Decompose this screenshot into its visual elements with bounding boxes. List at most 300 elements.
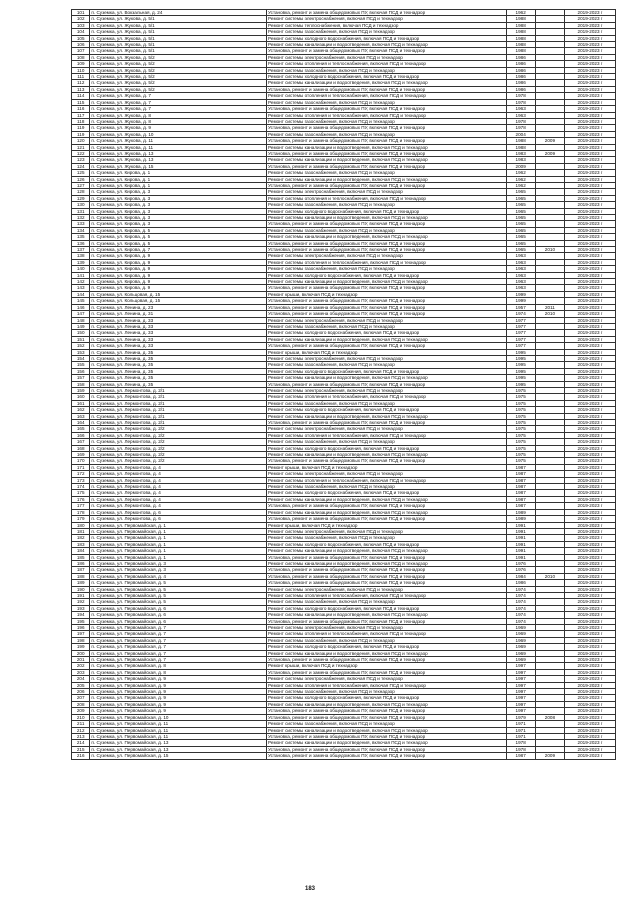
cell-per: 2019-2023 г (565, 189, 616, 195)
cell-n: 131 (72, 208, 90, 214)
cell-n: 150 (72, 330, 90, 336)
cell-addr: п. Суземка, ул. Кирова, д. 1 (90, 170, 267, 176)
cell-y1: 1995 (506, 381, 535, 387)
cell-n: 142 (72, 279, 90, 285)
cell-addr: п. Суземка, ул. Жукова, д. 5/2 (90, 61, 267, 67)
cell-y1: 1991 (506, 548, 535, 554)
cell-per: 2019-2023 г (565, 631, 616, 637)
cell-y1: 1995 (506, 349, 535, 355)
cell-y1: 1997 (506, 708, 535, 714)
cell-work: Ремонт системы электроснабжения, включая ПСД и технадзор (267, 54, 506, 60)
cell-n: 130 (72, 202, 90, 208)
cell-per: 2019-2023 г (565, 535, 616, 541)
cell-y1: 1986 (506, 86, 535, 92)
cell-work: Ремонт системы холодного водоснабжения, включая ПСД и технадзор (267, 541, 506, 547)
cell-work: Установка, ремонт и замена общедомовых ПУ, включая ПСД и технадзор (267, 381, 506, 387)
cell-y1: 1997 (506, 701, 535, 707)
cell-addr: п. Суземка, ул. Кирова, д. 3 (90, 189, 267, 195)
cell-addr: п. Суземка, ул. Первомайская, д. 5 (90, 580, 267, 586)
cell-addr: п. Суземка, ул. Лермонтова, д. 4 (90, 477, 267, 483)
cell-work: Установка, ремонт и замена общедомовых ПУ, включая ПСД и технадзор (267, 48, 506, 54)
cell-work: Установка, ремонт и замена общедомовых ПУ, включая ПСД и технадзор (267, 150, 506, 156)
cell-work: Ремонт системы отопления и теплоснабжения, включая ПСД и технадзор (267, 195, 506, 201)
cell-per: 2019-2023 г (565, 202, 616, 208)
cell-work: Ремонт системы газоснабжения, включая ПСД и технадзор (267, 599, 506, 605)
cell-work: Ремонт системы газоснабжения, включая ПСД и технадзор (267, 67, 506, 73)
cell-n: 202 (72, 663, 90, 669)
cell-n: 137 (72, 247, 90, 253)
cell-n: 149 (72, 323, 90, 329)
cell-y1: 1987 (506, 753, 535, 759)
cell-per: 2019-2023 г (565, 247, 616, 253)
cell-addr: п. Суземка, ул. Первомайская, д. 4 (90, 573, 267, 579)
cell-addr: п. Суземка, ул. Первомайская, д. 1 (90, 522, 267, 528)
cell-per: 2019-2023 г (565, 381, 616, 387)
cell-y1: 1995 (506, 355, 535, 361)
cell-y1: 1974 (506, 605, 535, 611)
cell-addr: п. Суземка, ул. Первомайская, д. 1 (90, 528, 267, 534)
cell-n: 156 (72, 368, 90, 374)
document-sheet (71, 9, 616, 760)
cell-addr: п. Суземка, ул. Жукова, д. 11 (90, 138, 267, 144)
cell-addr: п. Суземка, ул. Лермонтова, д. 4 (90, 484, 267, 490)
cell-addr: п. Суземка, ул. Первомайская, д. 11 (90, 727, 267, 733)
cell-work: Ремонт крыши, включая ПСД и технадзор (267, 464, 506, 470)
cell-work: Ремонт системы холодного водоснабжения, включая ПСД и технадзор (267, 368, 506, 374)
cell-addr: п. Суземка, ул. Первомайская, д. 6 (90, 612, 267, 618)
cell-n: 213 (72, 733, 90, 739)
cell-addr: п. Суземка, ул. Ленина, д. 35 (90, 355, 267, 361)
cell-work: Ремонт системы электроснабжения, включая ПСД и технадзор (267, 253, 506, 259)
cell-work: Ремонт системы канализации и водоотведения, включая ПСД и технадзор (267, 413, 506, 419)
cell-y1: 1963 (506, 259, 535, 265)
table-row (72, 753, 616, 759)
cell-per: 2019-2023 г (565, 343, 616, 349)
cell-work: Ремонт системы газоснабжения, включая ПСД и технадзор (267, 131, 506, 137)
cell-addr: п. Суземка, ул. Кирова, д. 9 (90, 259, 267, 265)
cell-per: 2019-2023 г (565, 285, 616, 291)
cell-n: 151 (72, 336, 90, 342)
cell-y1: 1978 (506, 746, 535, 752)
cell-y1: 1963 (506, 272, 535, 278)
cell-work: Ремонт системы канализации и водоотведения, включая ПСД и технадзор (267, 740, 506, 746)
cell-per: 2019-2023 г (565, 439, 616, 445)
cell-addr: п. Суземка, ул. Лермонтова, д. 2/2 (90, 426, 267, 432)
cell-addr: п. Суземка, ул. Жукова, д. 5/1 (90, 16, 267, 22)
cell-addr: п. Суземка, ул. Ленина, д. 31 (90, 311, 267, 317)
cell-y1: 1962 (506, 176, 535, 182)
cell-n: 185 (72, 554, 90, 560)
cell-n: 117 (72, 112, 90, 118)
cell-n: 208 (72, 701, 90, 707)
cell-y1: 1997 (506, 663, 535, 669)
cell-n: 159 (72, 387, 90, 393)
cell-addr: п. Суземка, ул. Жукова, д. 5/2 (90, 80, 267, 86)
cell-y1: 1988 (506, 35, 535, 41)
cell-addr: п. Суземка, ул. Лермонтова, д. 2/1 (90, 400, 267, 406)
cell-per: 2019-2023 г (565, 509, 616, 515)
cell-n: 161 (72, 400, 90, 406)
cell-y1: 1991 (506, 554, 535, 560)
cell-work: Ремонт системы холодного водоснабжения, включая ПСД и технадзор (267, 35, 506, 41)
cell-addr: п. Суземка, ул. Жукова, д. 5/1 (90, 48, 267, 54)
cell-work: Ремонт системы холодного водоснабжения, включая ПСД и технадзор (267, 445, 506, 451)
cell-per: 2019-2023 г (565, 586, 616, 592)
page-number: 183 (305, 886, 316, 892)
cell-y1: 1969 (506, 650, 535, 656)
cell-per: 2019-2023 г (565, 426, 616, 432)
cell-per: 2019-2023 г (565, 490, 616, 496)
cell-per: 2019-2023 г (565, 272, 616, 278)
cell-y1: 1963 (506, 112, 535, 118)
cell-y1: 1962 (506, 170, 535, 176)
cell-per: 2019-2023 г (565, 118, 616, 124)
cell-n: 107 (72, 48, 90, 54)
cell-n: 113 (72, 86, 90, 92)
cell-y2: 2010 (535, 573, 564, 579)
cell-work: Установка, ремонт и замена общедомовых ПУ, включая ПСД и технадзор (267, 10, 506, 16)
cell-per: 2019-2023 г (565, 484, 616, 490)
cell-per: 2019-2023 г (565, 323, 616, 329)
cell-work: Ремонт системы канализации и водоотведения, включая ПСД и технадзор (267, 452, 506, 458)
cell-work: Ремонт системы газоснабжения, включая ПСД и технадзор (267, 689, 506, 695)
cell-per: 2019-2023 г (565, 215, 616, 221)
cell-addr: п. Суземка, ул. Первомайская, д. 10 (90, 714, 267, 720)
cell-work: Ремонт системы электроснабжения, включая ПСД и технадзор (267, 317, 506, 323)
cell-y1: 1974 (506, 618, 535, 624)
cell-per: 2019-2023 г (565, 35, 616, 41)
cell-addr: п. Суземка, ул. Жукова, д. 11 (90, 144, 267, 150)
cell-per: 2019-2023 г (565, 182, 616, 188)
cell-n: 153 (72, 349, 90, 355)
cell-addr: п. Суземка, ул. Кирова, д. 1 (90, 182, 267, 188)
cell-per: 2019-2023 г (565, 138, 616, 144)
cell-n: 116 (72, 106, 90, 112)
cell-y1: 1988 (506, 42, 535, 48)
cell-per: 2019-2023 г (565, 93, 616, 99)
cell-addr: п. Суземка, ул. Лермонтова, д. 2/2 (90, 439, 267, 445)
cell-n: 146 (72, 304, 90, 310)
cell-work: Установка, ремонт и замена общедомовых ПУ, включая ПСД и технадзор (267, 106, 506, 112)
cell-y1: 1975 (506, 394, 535, 400)
cell-work: Ремонт системы отопления и теплоснабжения, включая ПСД и технадзор (267, 631, 506, 637)
cell-per: 2019-2023 г (565, 400, 616, 406)
cell-n: 158 (72, 381, 90, 387)
cell-y1: 1984 (506, 573, 535, 579)
cell-addr: п. Суземка, ул. Кирова, д. 5 (90, 227, 267, 233)
cell-work: Ремонт крыши, включая ПСД и технадзор (267, 522, 506, 528)
cell-per: 2019-2023 г (565, 42, 616, 48)
cell-work: Ремонт системы газоснабжения, включая ПСД и технадзор (267, 637, 506, 643)
cell-n: 122 (72, 150, 90, 156)
cell-addr: п. Суземка, ул. Первомайская, д. 6 (90, 605, 267, 611)
cell-y1: 1978 (506, 93, 535, 99)
cell-work: Ремонт системы газоснабжения, включая ПСД и технадзор (267, 170, 506, 176)
cell-addr: п. Суземка, ул. Ленина, д. 33 (90, 323, 267, 329)
cell-y1: 1975 (506, 413, 535, 419)
cell-y1: 1983 (506, 150, 535, 156)
cell-addr: п. Суземка, ул. Ленина, д. 35 (90, 349, 267, 355)
cell-y1: 1986 (506, 61, 535, 67)
cell-addr: п. Суземка, ул. Первомайская, д. 3 (90, 560, 267, 566)
cell-addr: п. Суземка, ул. Лермонтова, д. 2/1 (90, 407, 267, 413)
cell-work: Ремонт системы канализации и водоотведения, включая ПСД и технадзор (267, 234, 506, 240)
cell-per: 2019-2023 г (565, 714, 616, 720)
cell-work: Ремонт системы отопления и теплоснабжения, включая ПСД и технадзор (267, 112, 506, 118)
cell-y1: 2004 (506, 131, 535, 137)
cell-y1: 1965 (506, 247, 535, 253)
cell-per: 2019-2023 г (565, 48, 616, 54)
cell-per: 2019-2023 г (565, 266, 616, 272)
cell-per: 2019-2023 г (565, 298, 616, 304)
cell-work: Ремонт системы газоснабжения, включая ПСД и технадзор (267, 266, 506, 272)
cell-addr: п. Суземка, ул. Кирова, д. 1 (90, 176, 267, 182)
cell-y1: 1977 (506, 343, 535, 349)
cell-work: Ремонт системы газоснабжения, включая ПСД и технадзор (267, 400, 506, 406)
cell-work: Ремонт системы электроснабжения, включая ПСД и технадзор (267, 426, 506, 432)
cell-work: Установка, ремонт и замена общедомовых ПУ, включая ПСД и технадзор (267, 163, 506, 169)
cell-per: 2019-2023 г (565, 592, 616, 598)
cell-n: 124 (72, 163, 90, 169)
cell-addr: п. Суземка, ул. Жукова, д. 9 (90, 125, 267, 131)
cell-per: 2019-2023 г (565, 106, 616, 112)
cell-y1: 1975 (506, 452, 535, 458)
cell-addr: п. Суземка, ул. Первомайская, д. 9 (90, 682, 267, 688)
cell-addr: п. Суземка, ул. Кирова, д. 9 (90, 279, 267, 285)
cell-per: 2019-2023 г (565, 407, 616, 413)
cell-addr: п. Суземка, ул. Кирова, д. 3 (90, 208, 267, 214)
cell-y1: 1977 (506, 330, 535, 336)
cell-y1: 1975 (506, 432, 535, 438)
cell-y1: 1988 (506, 48, 535, 54)
cell-addr: п. Суземка, ул. Первомайская, д. 15 (90, 753, 267, 759)
cell-per: 2019-2023 г (565, 125, 616, 131)
cell-per: 2019-2023 г (565, 387, 616, 393)
cell-n: 195 (72, 618, 90, 624)
cell-work: Ремонт системы электроснабжения, включая ПСД и технадзор (267, 676, 506, 682)
cell-n: 135 (72, 234, 90, 240)
cell-addr: п. Суземка, ул. Жукова, д. 10 (90, 131, 267, 137)
cell-n: 147 (72, 311, 90, 317)
cell-addr: п. Суземка, ул. Первомайская, д. 8 (90, 669, 267, 675)
cell-y1: 1965 (506, 227, 535, 233)
cell-n: 193 (72, 605, 90, 611)
cell-n: 178 (72, 509, 90, 515)
cell-n: 123 (72, 157, 90, 163)
cell-work: Ремонт системы электроснабжения, включая ПСД и технадзор (267, 355, 506, 361)
cell-per: 2019-2023 г (565, 528, 616, 534)
cell-n: 206 (72, 689, 90, 695)
cell-per: 2019-2023 г (565, 349, 616, 355)
cell-work: Установка, ремонт и замена общедомовых ПУ, включая ПСД и технадзор (267, 573, 506, 579)
cell-addr: п. Суземка, ул. Жукова, д. 7 (90, 99, 267, 105)
cell-per: 2019-2023 г (565, 432, 616, 438)
cell-per: 2019-2023 г (565, 644, 616, 650)
cell-n: 138 (72, 253, 90, 259)
cell-y1: 1974 (506, 612, 535, 618)
cell-work: Ремонт системы канализации и водоотведения, включая ПСД и технадзор (267, 560, 506, 566)
table-body (72, 10, 616, 760)
cell-work: Установка, ремонт и замена общедомовых ПУ, включая ПСД и технадзор (267, 669, 506, 675)
cell-work: Ремонт системы отопления и теплоснабжения, включая ПСД и технадзор (267, 61, 506, 67)
cell-work: Ремонт крыши, включая ПСД и технадзор (267, 349, 506, 355)
cell-n: 119 (72, 131, 90, 137)
cell-y1: 1995 (506, 368, 535, 374)
cell-per: 2019-2023 г (565, 131, 616, 137)
cell-n: 188 (72, 573, 90, 579)
cell-n: 128 (72, 189, 90, 195)
cell-work: Ремонт системы канализации и водоотведения, включая ПСД и технадзор (267, 42, 506, 48)
cell-n: 177 (72, 503, 90, 509)
cell-y1: 1978 (506, 125, 535, 131)
cell-addr: п. Суземка, ул. Лермонтова, д. 4 (90, 496, 267, 502)
cell-n: 104 (72, 29, 90, 35)
cell-work: Установка, ремонт и замена общедомовых ПУ, включая ПСД и технадзор (267, 311, 506, 317)
cell-n: 200 (72, 650, 90, 656)
cell-n: 205 (72, 682, 90, 688)
cell-per: 2019-2023 г (565, 682, 616, 688)
cell-work: Ремонт крыши, включая ПСД и технадзор (267, 291, 506, 297)
cell-y1: 1979 (506, 714, 535, 720)
cell-per: 2019-2023 г (565, 445, 616, 451)
cell-y1: 1976 (506, 560, 535, 566)
cell-work: Установка, ремонт и замена общедомовых ПУ, включая ПСД и технадзор (267, 746, 506, 752)
cell-y1: 1999 (506, 298, 535, 304)
cell-y1: 1978 (506, 99, 535, 105)
cell-n: 127 (72, 182, 90, 188)
cell-n: 190 (72, 586, 90, 592)
cell-per: 2019-2023 г (565, 567, 616, 573)
cell-per: 2019-2023 г (565, 279, 616, 285)
cell-y1: 1987 (506, 484, 535, 490)
cell-addr: п. Суземка, ул. Жукова, д. 5/2 (90, 86, 267, 92)
cell-addr: п. Суземка, ул. Ленина, д. 35 (90, 362, 267, 368)
cell-y1: 1975 (506, 426, 535, 432)
cell-per: 2019-2023 г (565, 67, 616, 73)
cell-addr: п. Суземка, ул. Первомайская, д. 1 (90, 541, 267, 547)
cell-per: 2019-2023 г (565, 61, 616, 67)
cell-per: 2019-2023 г (565, 625, 616, 631)
cell-y1: 1991 (506, 541, 535, 547)
cell-y1: 1997 (506, 689, 535, 695)
cell-addr: п. Суземка, ул. Первомайская, д. 9 (90, 689, 267, 695)
cell-n: 163 (72, 413, 90, 419)
cell-work: Ремонт системы газоснабжения, включая ПСД и технадзор (267, 439, 506, 445)
cell-addr: п. Суземка, ул. Первомайская, д. 3 (90, 567, 267, 573)
cell-per: 2019-2023 г (565, 54, 616, 60)
cell-addr: п. Суземка, ул. Ленина, д. 35 (90, 381, 267, 387)
cell-y1: 1974 (506, 592, 535, 598)
cell-n: 212 (72, 727, 90, 733)
cell-work: Ремонт системы холодного водоснабжения, включая ПСД и технадзор (267, 605, 506, 611)
cell-n: 114 (72, 93, 90, 99)
cell-work: Установка, ремонт и замена общедомовых ПУ, включая ПСД и технадзор (267, 420, 506, 426)
cell-y1: 1987 (506, 490, 535, 496)
cell-addr: п. Суземка, ул. Первомайская, д. 6 (90, 618, 267, 624)
cell-work: Установка, ремонт и замена общедомовых ПУ, включая ПСД и технадзор (267, 708, 506, 714)
cell-n: 183 (72, 541, 90, 547)
cell-work: Ремонт системы канализации и водоотведения, включая ПСД и технадзор (267, 727, 506, 733)
cell-n: 216 (72, 753, 90, 759)
cell-per: 2019-2023 г (565, 618, 616, 624)
cell-per: 2019-2023 г (565, 291, 616, 297)
cell-n: 211 (72, 721, 90, 727)
cell-n: 192 (72, 599, 90, 605)
cell-n: 157 (72, 375, 90, 381)
cell-addr: п. Суземка, ул. Кирова, д. 3 (90, 215, 267, 221)
cell-per: 2019-2023 г (565, 74, 616, 80)
cell-work: Установка, ремонт и замена общедомовых ПУ, включая ПСД и технадзор (267, 503, 506, 509)
cell-addr: п. Суземка, ул. Первомайская, д. 8 (90, 663, 267, 669)
cell-y1: 1975 (506, 420, 535, 426)
cell-work: Установка, ремонт и замена общедомовых ПУ, включая ПСД и технадзор (267, 618, 506, 624)
cell-addr: п. Суземка, ул. Лермонтова, д. 4 (90, 471, 267, 477)
cell-n: 182 (72, 535, 90, 541)
cell-work: Ремонт системы отопления и теплоснабжения, включая ПСД и технадзор (267, 394, 506, 400)
cell-per: 2019-2023 г (565, 753, 616, 759)
cell-y1: 1974 (506, 599, 535, 605)
cell-work: Ремонт системы холодного водоснабжения, включая ПСД и технадзор (267, 695, 506, 701)
cell-addr: п. Суземка, ул. Кирова, д. 5 (90, 240, 267, 246)
cell-y1: 1965 (506, 215, 535, 221)
cell-addr: п. Суземка, ул. Жукова, д. 5/1 (90, 22, 267, 28)
cell-work: Установка, ремонт и замена общедомовых ПУ, включая ПСД и технадзор (267, 298, 506, 304)
cell-y1: 1969 (506, 631, 535, 637)
cell-per: 2019-2023 г (565, 573, 616, 579)
cell-work: Установка, ремонт и замена общедомовых ПУ, включая ПСД и технадзор (267, 247, 506, 253)
cell-per: 2019-2023 г (565, 554, 616, 560)
cell-n: 121 (72, 144, 90, 150)
cell-y1: 1991 (506, 522, 535, 528)
cell-y1: 1983 (506, 157, 535, 163)
cell-n: 170 (72, 458, 90, 464)
cell-per: 2019-2023 г (565, 157, 616, 163)
cell-work: Ремонт системы канализации и водоотведения, включая ПСД и технадзор (267, 548, 506, 554)
cell-y1: 1991 (506, 528, 535, 534)
cell-addr: п. Суземка, ул. Лермонтова, д. 4 (90, 490, 267, 496)
cell-per: 2019-2023 г (565, 452, 616, 458)
cell-n: 187 (72, 567, 90, 573)
cell-work: Ремонт системы холодного водоснабжения, включая ПСД и технадзор (267, 74, 506, 80)
cell-addr: п. Суземка, ул. Кирова, д. 5 (90, 234, 267, 240)
cell-y2: 2009 (535, 150, 564, 156)
cell-y1: 1988 (506, 138, 535, 144)
cell-n: 198 (72, 637, 90, 643)
cell-per: 2019-2023 г (565, 253, 616, 259)
cell-addr: п. Суземка, ул. Лермонтова, д. 2/1 (90, 394, 267, 400)
cell-work: Ремонт системы электроснабжения, включая ПСД и технадзор (267, 586, 506, 592)
cell-work: Ремонт системы теплоснабжения, включая ПСД и технадзор (267, 22, 506, 28)
cell-work: Ремонт системы газоснабжения, включая ПСД и технадзор (267, 721, 506, 727)
cell-addr: п. Суземка, ул. Жукова, д. 13 (90, 150, 267, 156)
cell-y1: 1997 (506, 669, 535, 675)
cell-work: Ремонт системы канализации и водоотведения, включая ПСД и технадзор (267, 215, 506, 221)
cell-work: Ремонт системы канализации и водоотведения, включая ПСД и технадзор (267, 375, 506, 381)
cell-n: 105 (72, 35, 90, 41)
cell-y1: 1975 (506, 407, 535, 413)
cell-y1: 1969 (506, 657, 535, 663)
cell-addr: п. Суземка, ул. Жукова, д. 5/1 (90, 42, 267, 48)
cell-n: 196 (72, 625, 90, 631)
cell-addr: п. Суземка, ул. Первомайская, д. 9 (90, 701, 267, 707)
cell-per: 2019-2023 г (565, 580, 616, 586)
cell-addr: п. Суземка, ул. Ленина, д. 33 (90, 343, 267, 349)
cell-n: 106 (72, 42, 90, 48)
cell-n: 179 (72, 516, 90, 522)
cell-y1: 1988 (506, 29, 535, 35)
cell-n: 175 (72, 490, 90, 496)
cell-y1: 1971 (506, 733, 535, 739)
